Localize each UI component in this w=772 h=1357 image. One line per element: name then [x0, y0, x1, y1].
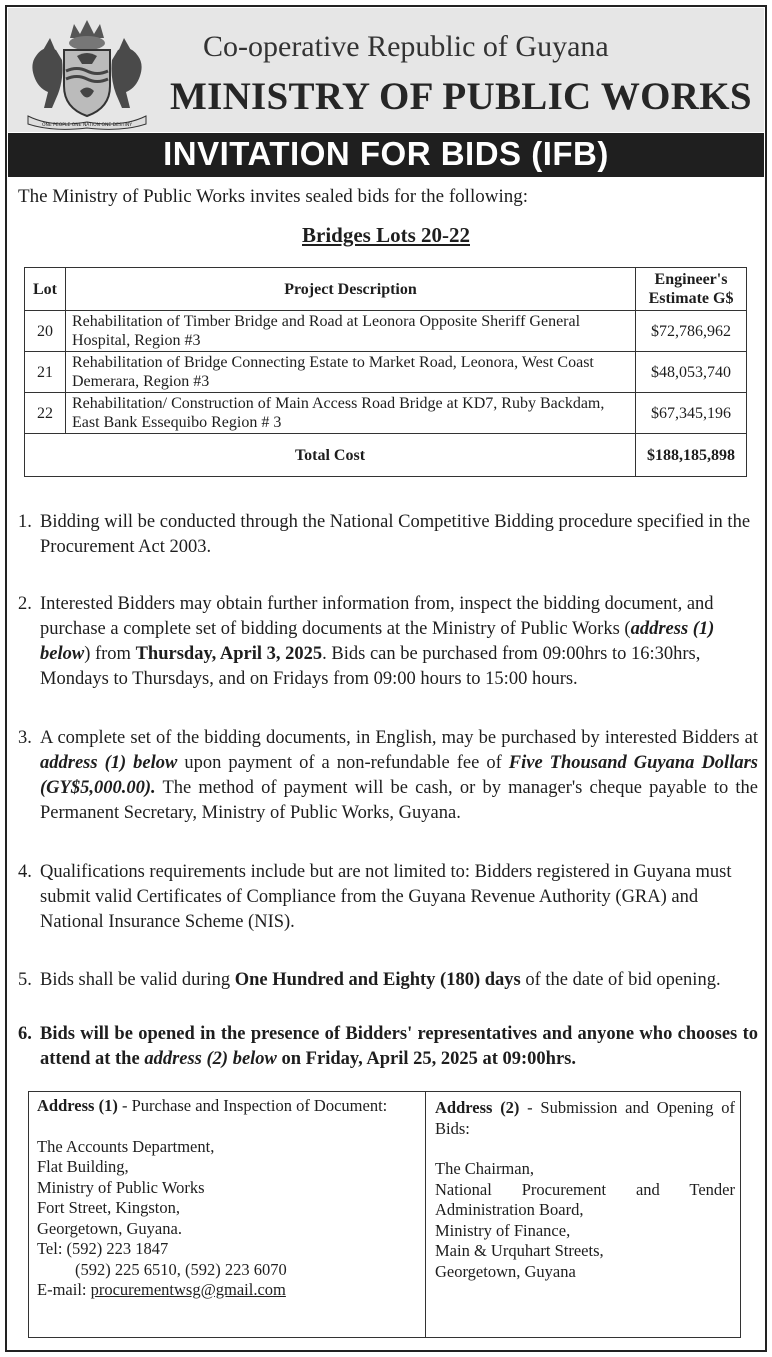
table-row [25, 393, 747, 434]
clause-6 [18, 1022, 758, 1072]
clause-5 [18, 968, 758, 993]
table-row [25, 352, 747, 393]
address-line: The Chairman, [435, 1159, 534, 1178]
coat-of-arms-icon [22, 16, 152, 131]
address-divider [425, 1092, 426, 1337]
estimate-header-line1: Engineer's [654, 271, 728, 288]
email-link[interactable]: procurementwsg@gmail.com [90, 1280, 286, 1299]
project-description: Rehabilitation of Bridge Connecting Estate to Market Road, Leonora, West Coast Demerara, Region #3 [66, 352, 636, 393]
lot-number: 21 [25, 352, 66, 393]
estimate-header-line2: Estimate G$ [648, 290, 734, 307]
purchase-start-date: Thursday, April 3, 2025 [135, 644, 323, 664]
total-label: Total Cost [25, 434, 636, 477]
total-value: $188,185,898 [636, 434, 747, 477]
address-line: Fort Street, Kingston, [37, 1198, 180, 1217]
lots-title: Bridges Lots 20-22 [302, 223, 470, 247]
clause-text [40, 968, 758, 993]
lot-number: 20 [25, 311, 66, 352]
total-row [25, 434, 747, 477]
email-line [37, 1280, 419, 1301]
clause-text-part: Bids shall be valid during [40, 970, 235, 990]
lot-number: 22 [25, 393, 66, 434]
bids-table [24, 267, 747, 477]
address-line: National Procurement and Tender Administration Board, [435, 1179, 735, 1219]
address-line: Ministry of Public Works [37, 1177, 205, 1197]
ifb-banner-text: INVITATION FOR BIDS (IFB) [163, 135, 609, 172]
clause-text-part: Interested Bidders may obtain further information from, inspect the bidding document, and purchase a complete set of bidding documents at the Ministry of Public Works ( [40, 594, 714, 639]
ifb-banner [8, 133, 764, 177]
address-1-label: Address (1) [37, 1096, 118, 1115]
estimate-value: $72,786,962 [636, 311, 747, 352]
republic-title: Co-operative Republic of Guyana [203, 30, 609, 63]
address-1-purpose: - Purchase and Inspection of Document: [117, 1096, 388, 1115]
clause-text [40, 592, 758, 692]
address-1 [37, 1096, 419, 1301]
clause-text: Qualifications requirements include but are not limited to: Bidders registered in Guyana must submit valid Certificates of Compliance from the Guyana Revenue Authority (GRA) and National Insurance Scheme (NIS). [40, 862, 732, 932]
project-description: Rehabilitation of Timber Bridge and Road at Leonora Opposite Sheriff General Hospital, Region #3 [66, 311, 636, 352]
crest-motto: ONE PEOPLE ONE NATION ONE DESTINY [41, 123, 133, 128]
bid-document-fee: Five Thousand Guyana Dollars (GY$5,000.00). [40, 753, 758, 798]
address-reference: address (2) below [144, 1049, 277, 1069]
address-2-label: Address (2) [435, 1098, 520, 1117]
telephone: Tel: (592) 223 1847 [37, 1239, 169, 1258]
clause-text [40, 726, 758, 826]
clause-number: 3. [18, 728, 32, 748]
clause-text-part: of the date of bid opening. [520, 970, 721, 990]
address-1-heading [37, 1096, 419, 1117]
clause-1 [18, 510, 758, 560]
estimate-header [636, 268, 747, 311]
address-reference: address (1) below [40, 753, 178, 773]
email-label: E-mail: [37, 1280, 91, 1299]
clause-text-part: The method of payment will be cash, or by manager's cheque payable to the Permanent Secretary, Ministry of Public Works, Guyana. [40, 778, 758, 823]
address-2-heading [435, 1098, 735, 1139]
clause-2 [18, 592, 758, 692]
clause-number: 4. [18, 862, 32, 882]
clause-4 [18, 860, 758, 935]
address-box [28, 1091, 741, 1338]
clause-text [40, 1022, 758, 1072]
address-line: Main & Urquhart Streets, [435, 1241, 604, 1260]
address-line: Ministry of Finance, [435, 1220, 571, 1240]
address-line: Flat Building, [37, 1157, 129, 1176]
clause-text-part: ) from [84, 644, 136, 664]
clause-text-part: upon payment of a non-refundable fee of [177, 753, 509, 773]
clause-number: 2. [18, 594, 32, 614]
estimate-value: $48,053,740 [636, 352, 747, 393]
table-header-row [25, 268, 747, 311]
address-2 [435, 1098, 735, 1282]
address-2-purpose: - Submission and Opening of Bids: [435, 1098, 735, 1138]
intro-text: The Ministry of Public Works invites sealed bids for the following: [18, 186, 529, 207]
address-line: Georgetown, Guyana [435, 1261, 576, 1281]
bid-validity-period: One Hundred and Eighty (180) days [234, 970, 521, 990]
clause-number: 6. [18, 1024, 32, 1044]
clause-number: 5. [18, 970, 32, 990]
description-header: Project Description [66, 268, 636, 311]
clause-text-part: Bids will be opened in the presence of Bidders' representatives and anyone who chooses to attend at the [40, 1024, 758, 1069]
table-row [25, 311, 747, 352]
bid-opening-date: on Friday, April 25, 2025 at 09:00hrs. [276, 1049, 576, 1069]
clause-text: Bidding will be conducted through the National Competitive Bidding procedure specified in the Procurement Act 2003. [40, 512, 751, 557]
telephone-alternates: (592) 225 6510, (592) 223 6070 [75, 1259, 287, 1279]
clause-3 [18, 726, 758, 826]
ministry-title: MINISTRY OF PUBLIC WORKS [170, 75, 752, 118]
clause-text-part: . Bids can be purchased from 09:00hrs to 16:30hrs, Mondays to Thursdays, and on Fridays from 09:00 hours to 15:00 hours. [40, 644, 701, 689]
clause-number: 1. [18, 512, 32, 532]
address-line: Georgetown, Guyana. [37, 1218, 182, 1238]
address-line: The Accounts Department, [37, 1136, 215, 1156]
project-description: Rehabilitation/ Construction of Main Access Road Bridge at KD7, Ruby Backdam, East Bank Essequibo Region # 3 [66, 393, 636, 434]
estimate-value: $67,345,196 [636, 393, 747, 434]
lot-header: Lot [25, 268, 66, 311]
clause-text-part: A complete set of the bidding documents, in English, may be purchased by interested Bidders at [40, 728, 758, 748]
address-reference: address (1) below [40, 619, 715, 664]
header [8, 8, 764, 132]
